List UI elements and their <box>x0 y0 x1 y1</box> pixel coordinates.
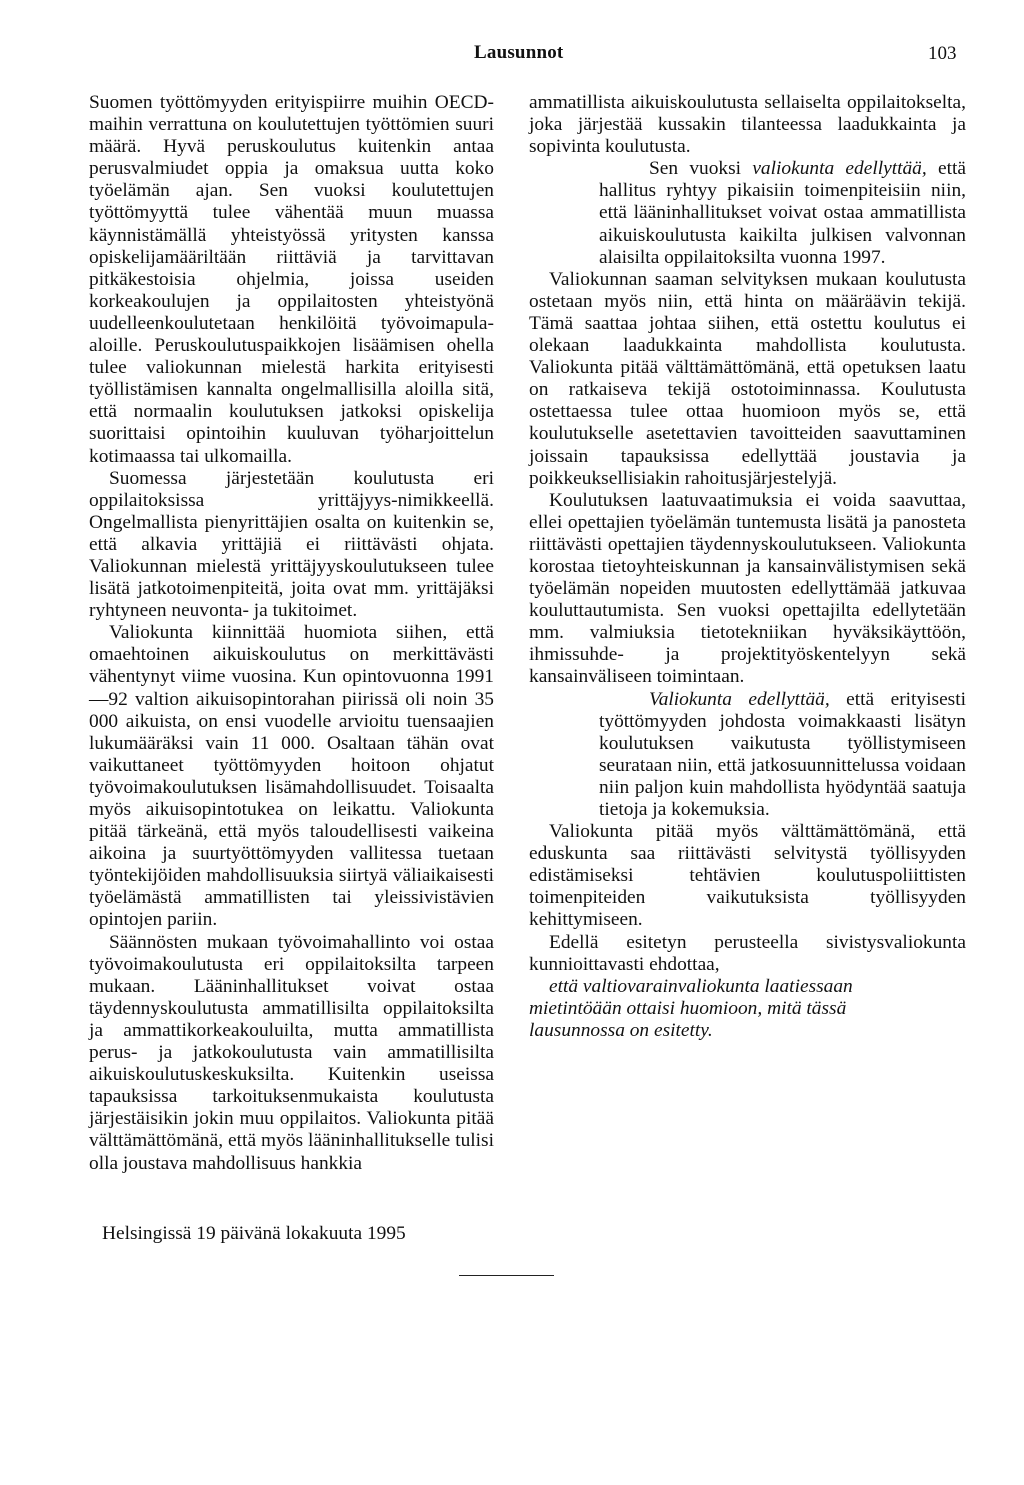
paragraph-text: että hallitus ryhtyy pikaisiin toimenpiteisiin niin, että lääninhallitukset voivat ostaa ammatillista aikuiskoulutusta kaikilta julkisen valvonnan alaisilta oppilaitoksilta vuonna 1997. <box>599 158 966 268</box>
emphasis: Valiokunta edellyttää, <box>649 688 830 710</box>
signature-place-date: Helsingissä 19 päivänä lokakuuta 1995 <box>102 1223 406 1244</box>
paragraph-requirement-1 <box>599 158 966 268</box>
running-title: Lausunnot <box>474 42 564 63</box>
paragraph: Suomen työttömyyden erityispiirre muihin OECD-maihin verrattuna on koulutettujen työttömien suuri määrä. Hyvä peruskoulutus kuitenkin antaa perusvalmiudet oppia ja omaksua uutta koko työelämän ajan. Sen vuoksi koulutettujen työttömyyttä tulee vähentää muun muassa käynnistämällä yhteistyössä yritysten kanssa opiskelijamääriltään riittäviä ja tarvittavan pitkäkestoisia ohjelmia, joissa useiden korkeakoulujen ja oppilaitosten yhteistyönä uudelleenkoulutetaan henkilöitä työvoimapula-aloille. Peruskoulutuspaikkojen lisäämisen ohella tulee valiokunnan mielestä harkita erityisesti työllistämisen kannalta ongelmallisilla aloilla sitä, että normaalin koulutuksen jatkoksi opiskelija suorittaisi opintoihin kuuluvan työharjoittelun kotimaassa tai ulkomailla. <box>89 92 494 467</box>
paragraph: Suomessa järjestetään koulutusta eri oppilaitoksissa yrittäjyys-nimikkeellä. Ongelmallista pienyrittäjien osalta on kuitenkin se, että alkavia yrittäjiä ei riittävästi ohjata. Valiokunnan mielestä yrittäjyyskoulutukseen tulee lisätä jatkotoimenpiteitä, joita ovat mm. yrittäjäksi ryhtyneen neuvonta- ja tukitoimet. <box>89 467 494 622</box>
paragraph: Edellä esitetyn perusteella sivistysvaliokunta kunnioittavasti ehdottaa, <box>529 931 966 975</box>
paragraph: Valiokunta kiinnittää huomiota siihen, että omaehtoinen aikuiskoulutus on merkittävästi vähentynyt viime vuosina. Kun opintovuonna 1991—92 valtion aikuisopintorahan piirissä oli noin 35 000 aikuista, on ensi vuodelle arvioitu tuensaajien lukumääräksi vain 11 000. Osaltaan tähän ovat vaikuttaneet työttömyyden hoitoon ohjatut työvoimakoulutuksen lisämahdollisuudet. Toisaalta myös aikuisopintotukea on leikattu. Valiokunta pitää tärkeänä, että myös taloudellisesti vaikeina aikoina ja suurtyöttömyyden vallitessa tuetaan työntekijöiden mahdollisuuksia siirtyä väliaikaisesti työelämästä ammatillisten tai yleissivistävien opintojen pariin. <box>89 622 494 931</box>
paragraph: Säännösten mukaan työvoimahallinto voi ostaa työvoimakoulutusta eri oppilaitoksilta tarpeen mukaan. Lääninhallitukset voivat ostaa täydennyskoulutusta ammatillisilta oppilaitoksilta ja ammattikorkeakouluilta, mutta ammatillista perus- ja jatkokoulutusta vain ammatillisilta aikuiskoulutuskeskuksilta. Kuitenkin useissa tapauksissa tarkoituksenmukaista koulutusta järjestäisikin jokin muu oppilaitos. Valiokunta pitää välttämättömänä, että myös lääninhallitukselle tulisi olla joustava mahdollisuus hankkia <box>89 931 494 1174</box>
paragraph-lead: Sen vuoksi <box>649 158 742 180</box>
proposal-statement: että valtiovarainvaliokunta laatiessaan mietintöään ottaisi huomioon, mitä tässä lausunnossa on esitetty. <box>529 975 853 1041</box>
page-number: 103 <box>928 43 957 64</box>
emphasis: valiokunta edellyttää, <box>752 158 927 180</box>
paragraph-text: että erityisesti työttömyyden johdosta voimakkaasti lisätyn koulutuksen vaikutusta työllistymiseen seurataan niin, että jatkosuunnittelussa voidaan niin paljon kuin mahdollista hyödyntää saatuja tietoja ja kokemuksia. <box>599 688 966 820</box>
end-divider <box>459 1275 554 1276</box>
paragraph: ammatillista aikuiskoulutusta sellaiselta oppilaitokselta, joka järjestää kussakin tilanteessa laadukkainta ja sopivinta koulutusta. <box>529 92 966 158</box>
paragraph: Valiokunnan saaman selvityksen mukaan koulutusta ostetaan myös niin, että hinta on määräävin tekijä. Tämä saattaa johtaa siihen, että ostettu koulutus ei olekaan laadukkainta mahdollista koulutusta. Valiokunta pitää välttämättömänä, että opetuksen laatu on ratkaiseva tekijä ostotoiminnassa. Koulutusta ostettaessa tulee ottaa huomioon myös se, että koulutukselle asetettavien tavoitteiden saavuttaminen joissain tapauksissa edellyttää joustavia ja poikkeuksellisiakin rahoitusjärjestelyjä. <box>529 268 966 489</box>
right-column <box>529 92 966 1042</box>
paragraph-requirement-2 <box>599 689 966 822</box>
left-column <box>89 92 494 1175</box>
paragraph: Koulutuksen laatuvaatimuksia ei voida saavuttaa, ellei opettajien työelämän tuntemusta lisätä ja panosteta riittävästi opettajien täydennyskoulutukseen. Valiokunta korostaa tietoyhteiskunnan ja kansainvälistymisen sekä työelämän nopeiden muutosten edellyttämää jatkuvaa kouluttautumista. Sen vuoksi opettajilta edellytetään mm. valmiuksia tietotekniikan hyväksikäyttöön, ihmissuhde- ja projektityöskentelyyn sekä kansainväliseen toimintaan. <box>529 489 966 688</box>
paragraph: Valiokunta pitää myös välttämättömänä, että eduskunta saa riittävästi selvitystä työllisyyden edistämiseksi tehtävien koulutuspoliittisten toimenpiteiden vaikutuksista työllisyyden kehittymiseen. <box>529 821 966 931</box>
